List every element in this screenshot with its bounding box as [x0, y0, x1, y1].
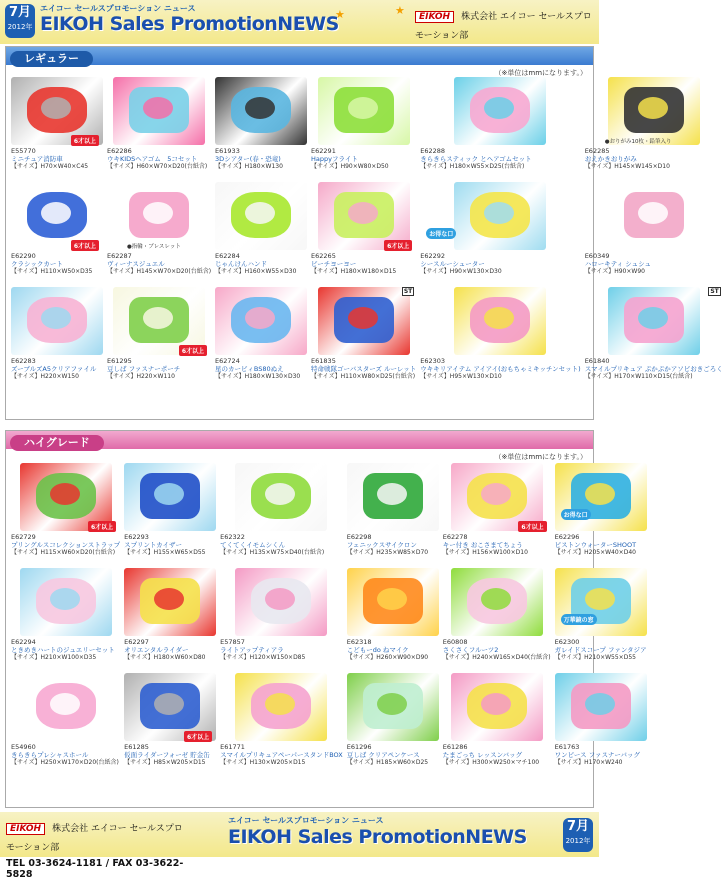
product-shape: [50, 588, 80, 610]
product-name: ミニチュア消防車: [11, 155, 63, 163]
product-code: E62287: [107, 252, 132, 260]
safety-toy-mark: ST: [403, 288, 413, 295]
year-label: 2012年: [565, 837, 591, 845]
product-size: 【サイズ】H205×W40×D40: [554, 549, 636, 556]
age-badge: 6才以上: [179, 345, 207, 356]
product-size: 【サイズ】H180×W55×D25(台紙含): [420, 163, 525, 170]
product-name: オリエンタルライダー: [124, 646, 189, 654]
product-item: [345, 461, 441, 566]
product-size: 【サイズ】H235×W85×D70: [346, 549, 429, 556]
product-image: [20, 673, 112, 741]
product-size: 【サイズ】H110×W50×D35: [11, 268, 93, 275]
product-shape: [481, 483, 511, 505]
product-image: [451, 568, 543, 636]
product-image: [347, 463, 439, 531]
product-item: [122, 461, 218, 566]
product-shape: [245, 97, 275, 119]
product-image: [454, 77, 546, 145]
product-name: 豆しば ファスナーポーチ: [107, 365, 181, 373]
product-size: 【サイズ】H180×W180×D15: [311, 268, 397, 275]
product-name: てくてくイモムシくん: [220, 541, 286, 549]
product-item: [9, 180, 105, 285]
product-image: [608, 77, 700, 145]
star-icon: ★: [395, 4, 405, 17]
product-code: E62300: [554, 638, 580, 646]
product-code: E61840: [584, 357, 610, 365]
product-size: 【サイズ】H210×W55×D55: [554, 654, 636, 661]
product-code: E62298: [346, 533, 372, 541]
product-size: 【サイズ】H156×W100×D10: [442, 549, 528, 556]
product-size: 【サイズ】H95×W130×D10: [420, 373, 502, 380]
unit-note: （※単位はmmになります。）: [494, 69, 587, 77]
product-shape: [377, 483, 407, 505]
product-image: [215, 77, 307, 145]
product-item: [553, 671, 649, 776]
product-name: たまごっち レッスンバッグ: [442, 751, 523, 759]
age-badge: 6才以上: [518, 521, 546, 532]
newsletter-subtitle: エイコー セールスプロモーション ニュース: [40, 4, 196, 13]
product-item: [553, 566, 649, 671]
product-image: [215, 287, 307, 355]
product-size: 【サイズ】H120×W150×D85: [220, 654, 306, 661]
product-name: きらきらプレシャスホール: [11, 751, 89, 759]
product-code: E61933: [215, 147, 240, 155]
product-name: Happyフライト: [311, 155, 358, 163]
product-shape: [638, 307, 668, 329]
product-shape: [143, 202, 173, 224]
product-image: [235, 673, 327, 741]
regular-section: [5, 46, 723, 420]
product-item: [218, 566, 345, 671]
product-name: じゃんけんハンド: [215, 260, 268, 268]
page-header: [0, 0, 599, 44]
product-shape: [638, 202, 668, 224]
product-item: [213, 180, 309, 285]
age-badge: 6才以上: [88, 521, 116, 532]
product-size: 【サイズ】H145×W70×D20(台紙含): [107, 268, 212, 275]
product-code: E62296: [554, 533, 580, 541]
product-name: ライトアップティアラ: [220, 646, 284, 654]
product-size: 【サイズ】H155×W65×D55: [124, 549, 206, 556]
product-name: こどもーdo ねマイク: [346, 646, 409, 654]
highgrade-section: [5, 430, 647, 808]
product-name: スマイルプリキュア ぷかぷかアソビおきごろく: [584, 365, 723, 373]
product-item: [213, 75, 309, 180]
product-item: [122, 566, 218, 671]
product-image: [555, 463, 647, 531]
product-name: ガレイドスコープ ファンタジア: [554, 646, 647, 654]
product-image: [20, 568, 112, 636]
age-badge: 6才以上: [71, 135, 99, 146]
product-size: 【サイズ】H185×W60×D25: [346, 759, 429, 766]
unit-note: （※単位はmmになります。）: [494, 453, 587, 461]
product-image: [318, 77, 410, 145]
product-code: E55770: [11, 147, 36, 155]
month-label: 7月: [8, 5, 32, 20]
company-logo: EIKOH: [6, 823, 45, 835]
month-badge: [563, 818, 593, 852]
product-item: [9, 566, 122, 671]
product-code: E62284: [215, 252, 240, 260]
section-label: ハイグレード: [10, 435, 104, 451]
product-note: ●おりがみ10枚・鉛筆入り: [604, 139, 672, 145]
product-code: E62291: [311, 147, 336, 155]
section-bar: [6, 431, 593, 449]
product-name: スプリントカイザー: [124, 541, 182, 549]
product-size: 【サイズ】H90×W130×D30: [420, 268, 502, 275]
product-name: 3Dシアター(春・恐竜): [215, 155, 281, 163]
product-shape: [348, 97, 378, 119]
section-bar: [6, 47, 593, 65]
product-image: [113, 182, 205, 250]
product-code: E62278: [442, 533, 468, 541]
product-size: 【サイズ】H220×W150: [11, 373, 79, 380]
product-name: 豆しば クリアペンケース: [346, 751, 420, 759]
product-shape: [154, 588, 184, 610]
product-size: 【サイズ】H170×W240: [554, 759, 623, 766]
product-name: 星のカービィBS80ぬえ: [215, 365, 284, 373]
product-image: [451, 673, 543, 741]
product-shape: [245, 307, 275, 329]
month-badge: [5, 4, 35, 38]
section-label: レギュラー: [10, 51, 93, 67]
product-code: E54960: [11, 743, 36, 751]
product-item: [105, 180, 213, 285]
product-code: E62265: [311, 252, 336, 260]
product-code: E62322: [220, 533, 245, 541]
product-code: E62303: [420, 357, 446, 365]
product-image: [347, 673, 439, 741]
product-size: 【サイズ】H85×W205×D15: [124, 759, 206, 766]
product-size: 【サイズ】H180×W130: [215, 163, 283, 170]
product-item: [418, 75, 582, 180]
age-badge: 6才以上: [71, 240, 99, 251]
product-code: E62283: [11, 357, 36, 365]
feature-badge: お得な口: [561, 509, 591, 520]
product-shape: [154, 483, 184, 505]
product-item: [218, 671, 345, 776]
product-item: [309, 75, 418, 180]
product-name: ときめきハートのジュエリーセット: [11, 646, 115, 654]
product-item: [218, 461, 345, 566]
product-name: ピストンウォーターSHOOT: [554, 541, 637, 549]
product-code: E60349: [584, 252, 610, 260]
product-item: [345, 671, 441, 776]
product-shape: [638, 97, 668, 119]
product-image: [113, 77, 205, 145]
product-item: [583, 75, 725, 180]
product-code: E61285: [124, 743, 149, 751]
product-size: 【サイズ】H145×W145×D10: [584, 163, 670, 170]
product-shape: [481, 693, 511, 715]
product-name: ウキキリアイテム アイアイ(おもちゃミキッチンセット): [420, 365, 581, 373]
year-label: 2012年: [7, 23, 33, 31]
product-size: 【サイズ】H115×W60×D20(台紙含): [11, 549, 116, 556]
product-shape: [481, 588, 511, 610]
product-shape: [50, 483, 80, 505]
product-name: ハローキティ シュシュ: [584, 260, 651, 268]
product-code: E62288: [420, 147, 446, 155]
product-image: [555, 568, 647, 636]
product-name: キー付き おこさまてちょう: [442, 541, 523, 549]
feature-badge: お得な口: [426, 228, 456, 239]
product-size: 【サイズ】H60×W70×D20(台紙含): [107, 163, 208, 170]
product-code: E61835: [311, 357, 336, 365]
product-size: 【サイズ】H160×W55×D30: [215, 268, 297, 275]
product-code: E62292: [420, 252, 446, 260]
product-image: [235, 568, 327, 636]
product-shape: [154, 693, 184, 715]
product-size: 【サイズ】H250×W170×D20(台紙含): [11, 759, 119, 766]
product-name: 仮面ライダーフォーゼ 貯金缶: [124, 751, 210, 759]
product-image: [454, 287, 546, 355]
product-shape: [377, 693, 407, 715]
product-shape: [348, 202, 378, 224]
product-code: E62293: [124, 533, 149, 541]
product-code: E61295: [107, 357, 132, 365]
product-code: E62729: [11, 533, 36, 541]
newsletter-title: EIKOH Sales PromotionNEWS: [40, 13, 339, 35]
product-name: クラシックカート: [11, 260, 63, 268]
company-name: 株式会社 エイコー セールスプロモーション部: [6, 824, 183, 853]
product-image: [235, 463, 327, 531]
product-image: [454, 182, 546, 250]
company-info: [6, 816, 186, 880]
safety-toy-mark: ST: [710, 288, 719, 295]
product-code: E60808: [442, 638, 468, 646]
product-shape: [50, 693, 80, 715]
month-label: 7月: [566, 819, 590, 834]
product-item: [345, 566, 441, 671]
product-code: E62290: [11, 252, 36, 260]
product-image: [347, 568, 439, 636]
age-badge: 6才以上: [384, 240, 412, 251]
product-image: [215, 182, 307, 250]
product-code: E62724: [215, 357, 240, 365]
product-shape: [585, 483, 615, 505]
product-code: E62297: [124, 638, 149, 646]
product-shape: [585, 693, 615, 715]
product-name: ズーブルズA5クリアファイル: [11, 365, 97, 373]
product-item: [309, 180, 418, 285]
product-name: シースルーシューター: [420, 260, 485, 268]
product-item: [213, 285, 309, 390]
product-code: E62318: [346, 638, 372, 646]
product-name: スマイルプリキュアペーパースタンドBOX: [220, 751, 343, 759]
product-name: ワンピース ファスナーバッグ: [554, 751, 640, 759]
product-shape: [377, 588, 407, 610]
product-size: 【サイズ】H135×W75×D40(台紙含): [220, 549, 325, 556]
product-size: 【サイズ】H260×W90×D90: [346, 654, 429, 661]
product-size: 【サイズ】H170×W110×D15(台紙含): [584, 373, 693, 380]
company-logo: EIKOH: [415, 11, 454, 23]
product-shape: [41, 202, 71, 224]
product-shape: [41, 307, 71, 329]
product-size: 【サイズ】H240×W165×D40(台紙含): [442, 654, 551, 661]
product-item: [441, 671, 553, 776]
product-size: 【サイズ】H130×W205×D15: [220, 759, 306, 766]
product-code: E57857: [220, 638, 245, 646]
product-size: 【サイズ】H90×W80×D50: [311, 163, 389, 170]
product-size: 【サイズ】H180×W130×D30: [215, 373, 301, 380]
product-item: [553, 461, 649, 566]
product-item: [418, 285, 582, 390]
product-item: [122, 671, 218, 776]
product-name: ウキKIDSヘアゴム 5コセット: [107, 155, 198, 163]
product-image: [608, 182, 700, 250]
product-item: [418, 180, 582, 285]
product-name: さくさくフルーツ2: [442, 646, 499, 654]
product-grid: [6, 75, 723, 390]
newsletter-title: EIKOH Sales PromotionNEWS: [228, 826, 527, 848]
product-name: フェニックスサイクロン: [346, 541, 417, 549]
age-badge: 6才以上: [184, 731, 212, 742]
feature-badge: 万華鏡の窓: [561, 614, 597, 625]
product-item: [9, 75, 105, 180]
product-shape: [143, 307, 173, 329]
product-name: おえかきおりがみ: [584, 155, 637, 163]
product-item: [583, 285, 725, 390]
product-size: 【サイズ】H210×W100×D35: [11, 654, 97, 661]
product-image: [124, 568, 216, 636]
product-code: E62286: [107, 147, 132, 155]
product-name: 特命戦隊ゴーバスターズ ルーレット: [311, 365, 417, 373]
page-footer: [0, 812, 599, 880]
product-item: [309, 285, 418, 390]
product-image: [318, 287, 410, 355]
product-image: [608, 287, 700, 355]
product-item: [9, 671, 122, 776]
product-item: [105, 285, 213, 390]
product-item: [441, 566, 553, 671]
product-code: E61771: [220, 743, 245, 751]
product-code: E62294: [11, 638, 36, 646]
product-name: ピーチヨーヨー: [311, 260, 357, 268]
product-code: E61763: [554, 743, 580, 751]
product-image: [124, 463, 216, 531]
product-shape: [41, 97, 71, 119]
product-image: [555, 673, 647, 741]
product-item: [9, 285, 105, 390]
product-shape: [245, 202, 275, 224]
product-code: E61286: [442, 743, 468, 751]
product-size: 【サイズ】H220×W110: [107, 373, 175, 380]
product-grid: [6, 461, 647, 776]
product-size: 【サイズ】H300×W250×マチ100: [442, 759, 540, 766]
product-item: [105, 75, 213, 180]
company-tel: TEL 03-3624-1181 / FAX 03-3622-5828: [6, 858, 184, 880]
product-shape: [585, 588, 615, 610]
star-icon: ★: [335, 8, 345, 21]
product-size: 【サイズ】H90×W90: [584, 268, 645, 275]
product-shape: [143, 97, 173, 119]
product-image: [11, 287, 103, 355]
product-name: きらきらスティック とヘアゴムセット: [420, 155, 532, 163]
newsletter-subtitle: エイコー セールスプロモーション ニュース: [228, 816, 384, 825]
product-note: ●指輪・ブレスレット: [127, 244, 181, 250]
product-size: 【サイズ】H180×W60×D80: [124, 654, 206, 661]
product-name: ヴィーナスジュエル: [107, 260, 165, 268]
product-shape: [348, 307, 378, 329]
product-item: [583, 180, 725, 285]
product-size: 【サイズ】H110×W80×D25(台紙含): [311, 373, 416, 380]
product-item: [441, 461, 553, 566]
product-name: プリングルスコレクションストラップ: [11, 541, 121, 549]
product-item: [9, 461, 122, 566]
product-code: E62285: [584, 147, 610, 155]
product-size: 【サイズ】H70×W40×C45: [11, 163, 89, 170]
product-code: E61296: [346, 743, 372, 751]
company-name: 株式会社 エイコー セールスプロモーション部: [415, 12, 592, 41]
